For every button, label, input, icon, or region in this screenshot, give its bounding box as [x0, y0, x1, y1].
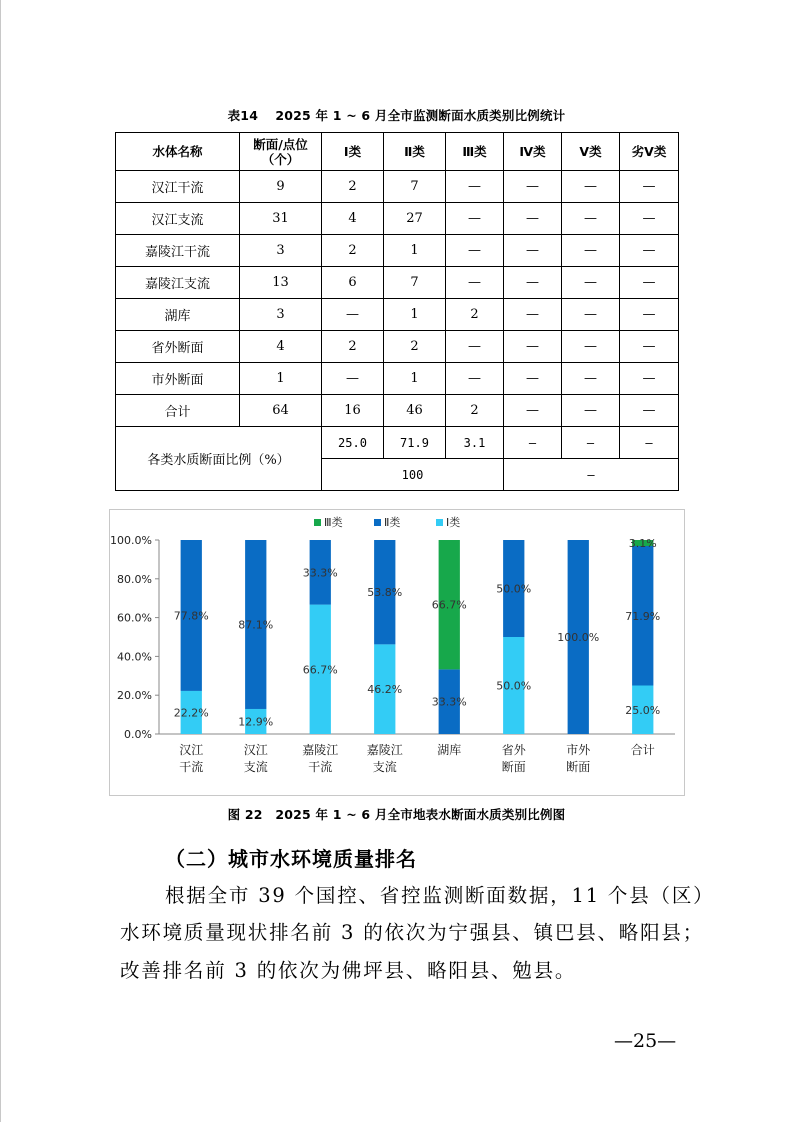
legend-swatch: [314, 519, 321, 526]
ratio-sum-bad: —: [504, 459, 679, 491]
table-cell: —: [504, 395, 562, 427]
table-cell: —: [504, 363, 562, 395]
header-class-worse-5: 劣Ⅴ类: [620, 133, 679, 171]
table-cell: 1: [384, 363, 446, 395]
row-name-cell: 嘉陵江干流: [116, 235, 240, 267]
table-cell: 1: [240, 363, 322, 395]
table-row: [116, 203, 679, 235]
x-tick-label: 干流: [179, 760, 204, 774]
data-label: 100.0%: [557, 631, 600, 644]
table-cell: 4: [240, 331, 322, 363]
row-name-cell: 嘉陵江支流: [116, 267, 240, 299]
water-quality-table: [115, 132, 679, 491]
table-cell: 2: [446, 395, 504, 427]
table-cell: —: [322, 299, 384, 331]
legend-entry: Ⅲ类: [324, 516, 343, 529]
ratio-value-cell: 71.9: [384, 427, 446, 459]
data-label: 66.7%: [302, 663, 338, 677]
x-tick-label: 支流: [243, 760, 268, 774]
table-cell: —: [504, 267, 562, 299]
table-cell: 7: [384, 267, 446, 299]
table-cell: —: [620, 235, 679, 267]
table-cell: —: [446, 171, 504, 203]
data-label: 77.8%: [173, 609, 209, 623]
data-label: 66.7%: [431, 598, 467, 612]
ratio-value-cell: —: [504, 427, 562, 459]
table-row: [116, 299, 679, 331]
table-cell: —: [562, 267, 620, 299]
table-cell: —: [562, 171, 620, 203]
row-name-cell: 湖库: [116, 299, 240, 331]
x-tick-label: 市外: [566, 743, 591, 757]
data-label: 25.0%: [625, 703, 661, 717]
legend-entry: Ⅰ类: [446, 516, 461, 529]
data-label: 12.9%: [238, 715, 274, 729]
x-tick-label: 省外: [501, 743, 526, 757]
table-cell: 31: [240, 203, 322, 235]
table-cell: —: [620, 299, 679, 331]
legend-swatch: [374, 519, 381, 526]
x-tick-label: 嘉陵江: [302, 743, 339, 757]
data-label: 50.0%: [496, 679, 532, 693]
x-tick-label: 干流: [308, 760, 333, 774]
table-cell: —: [562, 331, 620, 363]
table-cell: —: [562, 395, 620, 427]
page-number: —25—: [614, 1030, 677, 1052]
table-cell: —: [562, 235, 620, 267]
table-cell: —: [620, 267, 679, 299]
table-cell: —: [504, 331, 562, 363]
header-class-5: Ⅴ类: [562, 133, 620, 171]
table-cell: 1: [384, 299, 446, 331]
table-cell: —: [504, 203, 562, 235]
data-label: 71.9%: [625, 609, 661, 623]
header-class-1: Ⅰ类: [322, 133, 384, 171]
y-tick-label: 20.0%: [117, 689, 152, 703]
table-row: [116, 235, 679, 267]
table-cell: 2: [384, 331, 446, 363]
table-cell: —: [446, 267, 504, 299]
x-tick-label: 合计: [630, 743, 655, 757]
ratio-row: [116, 427, 679, 459]
table-cell: 2: [322, 235, 384, 267]
table-cell: 16: [322, 395, 384, 427]
ratio-value-cell: 25.0: [322, 427, 384, 459]
table-cell: —: [620, 363, 679, 395]
data-label: 87.1%: [238, 618, 274, 632]
header-class-2: Ⅱ类: [384, 133, 446, 171]
table-cell: 4: [322, 203, 384, 235]
table-cell: —: [620, 331, 679, 363]
table-row: [116, 363, 679, 395]
table-cell: 13: [240, 267, 322, 299]
table-cell: 1: [384, 235, 446, 267]
table-row: [116, 395, 679, 427]
y-tick-label: 80.0%: [117, 572, 152, 586]
x-tick-label: 汉江: [179, 743, 204, 757]
section-heading: （二）城市水环境质量排名: [165, 847, 417, 871]
table-caption: 表14 2025 年 1 ~ 6 月全市监测断面水质类别比例统计: [227, 108, 566, 123]
y-tick-label: 100.0%: [110, 534, 152, 547]
x-tick-label: 汉江: [243, 743, 268, 757]
header-class-4: Ⅳ类: [504, 133, 562, 171]
table-cell: —: [446, 203, 504, 235]
row-name-cell: 汉江支流: [116, 203, 240, 235]
data-label: 3.1%: [628, 537, 657, 551]
table-cell: 46: [384, 395, 446, 427]
data-label: 53.8%: [367, 586, 403, 600]
table-cell: —: [504, 235, 562, 267]
table-header-row: [116, 133, 679, 171]
x-tick-label: 嘉陵江: [366, 743, 403, 757]
table-cell: 7: [384, 171, 446, 203]
ratio-value-cell: —: [562, 427, 620, 459]
table-cell: —: [504, 299, 562, 331]
table-cell: —: [446, 363, 504, 395]
table-cell: —: [562, 363, 620, 395]
table-cell: 2: [446, 299, 504, 331]
table-cell: —: [504, 171, 562, 203]
paragraph-line-3: 改善排名前 3 的依次为佛坪县、略阳县、勉县。: [120, 959, 577, 982]
x-tick-label: 湖库: [437, 743, 462, 757]
table-row: [116, 171, 679, 203]
header-section-count: 断面/点位（个）: [240, 133, 322, 171]
data-label: 50.0%: [496, 582, 532, 596]
table-cell: —: [562, 299, 620, 331]
header-water-body: 水体名称: [116, 133, 240, 171]
table-cell: —: [620, 171, 679, 203]
y-tick-label: 60.0%: [117, 611, 152, 625]
y-tick-label: 0.0%: [124, 728, 152, 741]
table-cell: —: [562, 203, 620, 235]
ratio-value-cell: 3.1: [446, 427, 504, 459]
table-row: [116, 331, 679, 363]
table-cell: 27: [384, 203, 446, 235]
y-tick-label: 40.0%: [117, 650, 152, 664]
row-name-cell: 合计: [116, 395, 240, 427]
table-cell: —: [322, 363, 384, 395]
legend-swatch: [436, 519, 443, 526]
ratio-sum-good: 100: [322, 459, 504, 491]
table-cell: 2: [322, 331, 384, 363]
water-quality-chart: [109, 509, 685, 796]
table-cell: —: [446, 331, 504, 363]
paragraph-line-1: 根据全市 39 个国控、省控监测断面数据，11 个县（区）: [165, 884, 715, 907]
header-class-3: Ⅲ类: [446, 133, 504, 171]
data-label: 33.3%: [302, 566, 338, 580]
x-tick-label: 断面: [501, 760, 526, 774]
row-name-cell: 汉江干流: [116, 171, 240, 203]
paragraph-line-2: 水环境质量现状排名前 3 的依次为宁强县、镇巴县、略阳县；: [120, 921, 705, 944]
table-cell: 2: [322, 171, 384, 203]
data-label: 22.2%: [173, 706, 209, 720]
table-row: [116, 267, 679, 299]
table-cell: —: [620, 395, 679, 427]
page-left-edge: [0, 0, 1, 1122]
row-name-cell: 省外断面: [116, 331, 240, 363]
data-label: 33.3%: [431, 695, 467, 709]
x-tick-label: 断面: [566, 760, 591, 774]
table-cell: 3: [240, 235, 322, 267]
table-cell: 3: [240, 299, 322, 331]
ratio-value-cell: —: [620, 427, 679, 459]
x-tick-label: 支流: [372, 760, 397, 774]
table-cell: —: [446, 235, 504, 267]
table-cell: —: [620, 203, 679, 235]
ratio-label: 各类水质断面比例（%）: [116, 427, 322, 491]
table-cell: 9: [240, 171, 322, 203]
legend-entry: Ⅱ类: [384, 516, 401, 529]
figure-caption: 图 22 2025 年 1 ~ 6 月全市地表水断面水质类别比例图: [227, 807, 566, 822]
row-name-cell: 市外断面: [116, 363, 240, 395]
data-label: 46.2%: [367, 683, 403, 697]
table-cell: 64: [240, 395, 322, 427]
table-cell: 6: [322, 267, 384, 299]
